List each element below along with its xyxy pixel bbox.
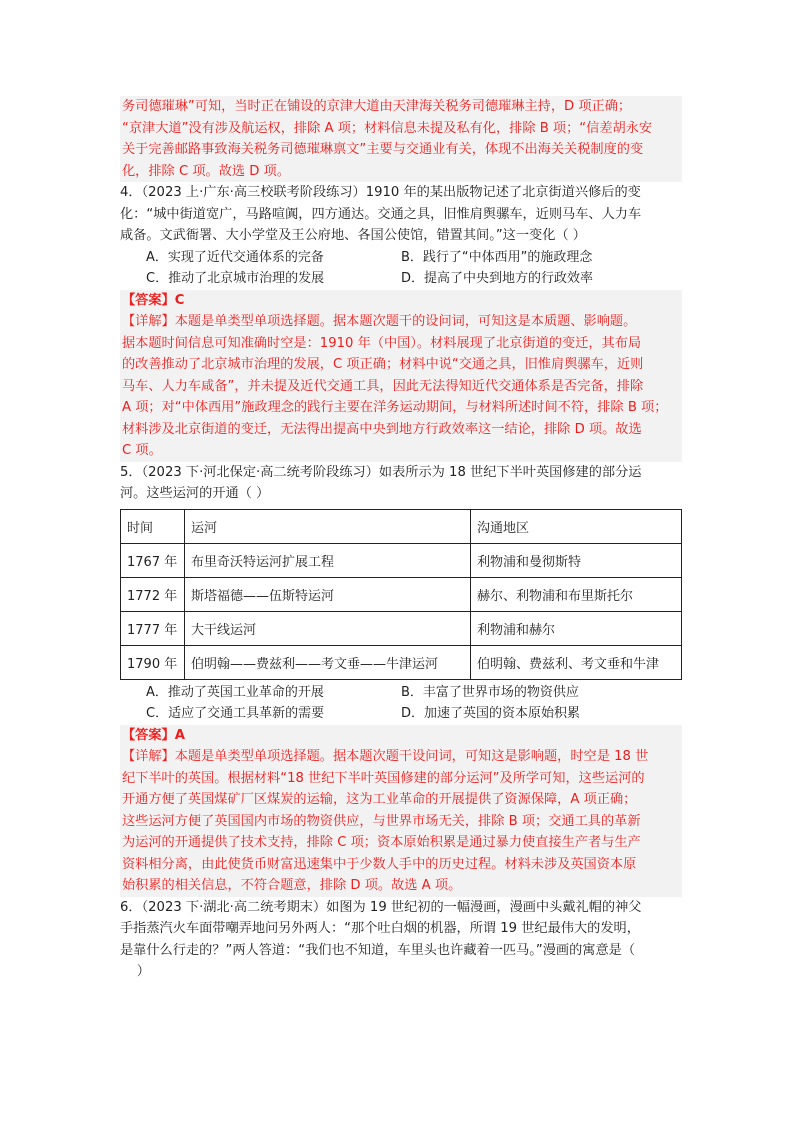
table-row [121,645,682,679]
canal-table [120,509,682,680]
text-line: “京津大道”没有涉及航运权，排除 A 项；材料信息未提及私有化，排除 B 项；“信差胡永安 [122,120,653,136]
question-6-stem [120,897,682,983]
table-cell: 大干线运河 [185,611,471,645]
text-line: 手指蒸汽火车面带嘲弄地问另外两人：“那个吐白烟的机器，所谓 19 世纪最伟大的发明， [120,921,640,936]
question-4-options [120,247,682,290]
table-header-cell: 沟通地区 [471,509,682,543]
table-row [121,611,682,645]
table-cell: 利物浦和曼彻斯特 [471,543,682,577]
text-line: A 项；对“中体西用”施政理念的践行主要在洋务运动期间，与材料所述时间不符，排除 B 项； [122,400,668,415]
text-line: 为运河的开通提供了技术支持，排除 C 项；资本原始积累是通过暴力使直接生产者与生产 [122,835,641,850]
option-a: A．实现了近代交通体系的完备 [146,249,324,265]
text-line: 【详解】本题是单类型单项选择题。据本题次题干的设问词，可知这是本质题、影响题。 [122,314,637,329]
text-line: 马车、人力车咸备”，并未提及近代交通工具，因此无法得知近代交通体系是否完备，排除 [122,378,644,394]
document-page [120,96,682,983]
text-line: 化，排除 C 项。故选 D 项。 [122,163,291,179]
table-cell: 布里奇沃特运河扩展工程 [185,543,471,577]
option-b: B．丰富了世界市场的物资供应 [401,684,579,700]
question-4-stem [120,182,682,247]
text-line: 4．（2023 上·广东·高三校联考阶段练习）1910 年的某出版物记述了北京街道兴修后的变 [120,185,641,200]
text-line: ） [120,964,150,979]
text-line: 材料涉及北京街道的变迁，无法得出提高中央到地方行政效率这一结论，排除 D 项。故选 [122,421,642,437]
table-cell: 利物浦和赫尔 [471,611,682,645]
answer-label: 【答案】C [122,292,185,308]
table-row [121,577,682,611]
text-line: 务司德璀琳”可知，当时正在铺设的京津大道由天津海关税务司德璀琳主持，D 项正确； [122,99,632,114]
text-line: 这些运河方便了英国国内市场的物资供应，与世界市场无关，排除 B 项；交通工具的革新 [122,813,641,829]
table-row [121,543,682,577]
table-cell: 斯塔福德——伍斯特运河 [185,577,471,611]
table-cell: 伯明翰——费兹利——考文垂——牛津运河 [185,645,471,679]
option-d: D．加速了英国的资本原始积累 [401,706,581,721]
table-cell: 1767 年 [121,543,185,577]
answer-label: 【答案】A [122,727,185,743]
question-4-answer-block [120,290,682,462]
text-line: 关于完善邮路事致海关税务司德璀琳禀文”主要与交通业有关，体现不出海关关税制度的变 [122,142,644,157]
option-c: C．适应了交通工具革新的需要 [146,706,325,721]
option-b: B．践行了“中体西用”的施政理念 [401,249,593,265]
text-line: 资料相分离，由此使货币财富迅速集中于少数人手中的历史过程。材料未涉及英国资本原 [122,856,637,872]
text-line: C 项。 [122,443,162,458]
table-cell: 1790 年 [121,645,185,679]
option-c: C．推动了北京城市治理的发展 [146,271,325,286]
table-header-cell: 运河 [185,509,471,543]
text-line: 化：“城中街道宽广，马路喧阗，四方通达。交通之具，旧惟肩舆骡车，近则马车、人力车 [120,206,642,222]
text-line: 纪下半叶的英国。根据材料“18 世纪下半叶英国修建的部分运河”及所学可知，这些运河的 [122,770,645,786]
table-cell: 1772 年 [121,577,185,611]
q3-explanation-tail [120,96,682,182]
question-5-options [120,682,682,725]
text-line: 河。这些运河的开通（ ） [120,486,270,501]
text-line: 【详解】本题是单类型单项选择题。据本题次题干设问词，可知这是影响题，时空是 18 世 [122,749,649,764]
text-line: 的改善推动了北京城市治理的发展，C 项正确；材料中说“交通之具，旧惟肩舆骡车，近则 [122,357,644,372]
table-cell: 伯明翰、费兹利、考文垂和牛津 [471,645,682,679]
option-d: D．提高了中央到地方的行政效率 [401,271,594,286]
text-line: 6．（2023 下·湖北·高二统考期末）如图为 19 世纪初的一幅漫画，漫画中头戴礼帽的神父 [120,899,642,915]
text-line: 是靠什么行走的？”两人答道：“我们也不知道，车里头也许藏着一匹马。”漫画的寓意是（ [120,942,636,958]
question-5-answer-block [120,725,682,897]
text-line: 据本题时间信息可知准确时空是：1910 年（中国）。材料展现了北京街道的变迁，其布局 [122,335,642,351]
table-header-row [121,509,682,543]
option-a: A．推动了英国工业革命的开展 [146,684,324,700]
table-header-cell: 时间 [121,509,185,543]
text-line: 咸备。文武衙署、大小学堂及王公府地、各国公使馆，错置其间。”这一变化（ ） [120,228,586,243]
table-cell: 1777 年 [121,611,185,645]
text-line: 始积累的相关信息，不符合题意，排除 D 项。故选 A 项。 [122,878,462,893]
text-line: 开通方便了英国煤矿厂区煤炭的运输，这为工业革命的开展提供了资源保障，A 项正确； [122,792,637,807]
question-5-stem [120,462,682,505]
table-cell: 赫尔、利物浦和布里斯托尔 [471,577,682,611]
text-line: 5．（2023 下·河北保定·高二统考阶段练习）如表所示为 18 世纪下半叶英国修建的部分运 [120,464,642,480]
